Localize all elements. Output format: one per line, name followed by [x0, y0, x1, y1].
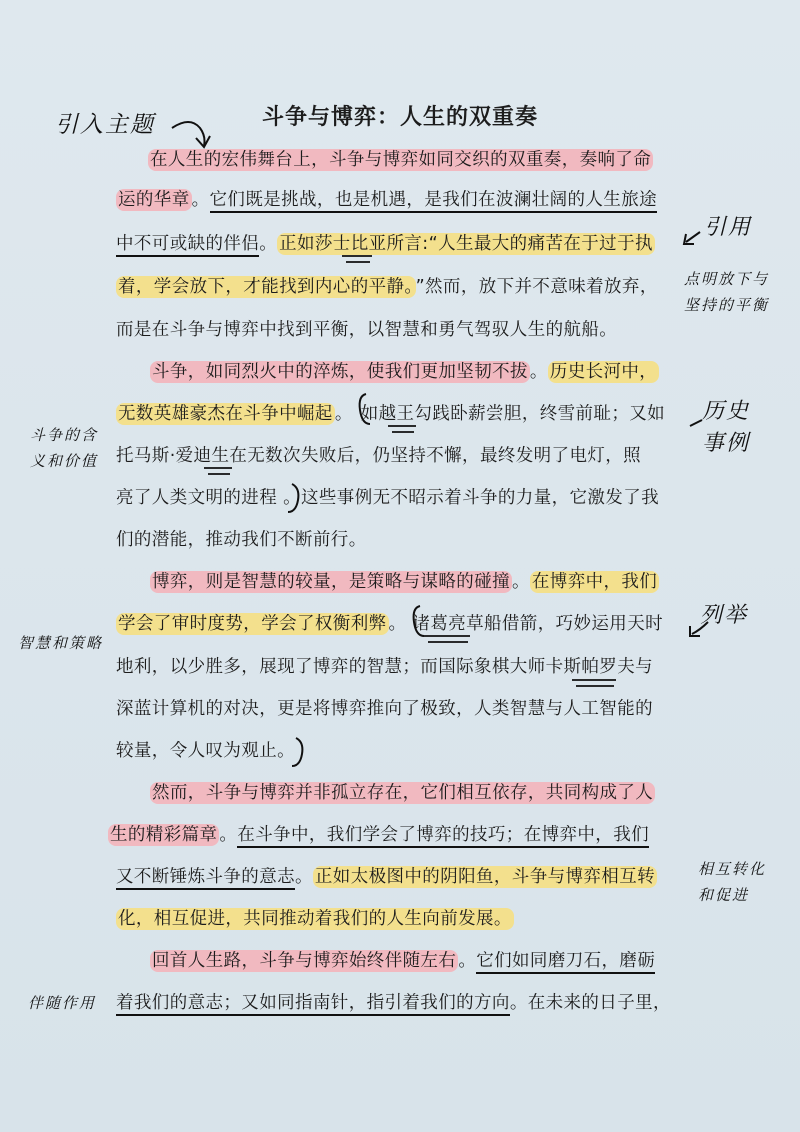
text-line-6 — [150, 360, 659, 384]
highlight-topic: 生的精彩篇章 — [110, 825, 218, 845]
highlight-example: 在博弈中，我们 — [531, 572, 658, 592]
highlight-example: 学会了审时度势，学会了权衡利弊 — [118, 614, 387, 634]
text-line-19 — [116, 907, 514, 931]
text-line-13 — [116, 655, 653, 679]
text-line-5 — [116, 318, 617, 342]
text-span: 。 — [388, 614, 407, 634]
text-span: 。这些事例无不昭示着斗争的力量，它激发了我 — [283, 488, 660, 508]
text-line-1 — [148, 148, 653, 172]
text-span: 。 — [219, 825, 238, 845]
underlined-text: 它们如同磨刀石，磨砺 — [476, 951, 655, 974]
text-line-8 — [116, 444, 641, 468]
annotation-mutual-1: 相互转化 — [698, 860, 767, 878]
text-line-15 — [116, 739, 295, 763]
arrow-icon — [690, 420, 702, 426]
text-span: ”然而，放下并不意味着放弃， — [415, 277, 658, 297]
text-span: 。 — [334, 404, 353, 424]
arrowhead-icon — [196, 136, 210, 147]
highlight-topic: 在人生的宏伟舞台上，斗争与博弈如同交织的双重奏，奏响了命 — [150, 150, 652, 170]
text-span: 。 — [191, 190, 210, 210]
arrowhead-icon — [684, 234, 694, 244]
highlight-example: 无数英雄豪杰在斗争中崛起 — [118, 404, 333, 424]
annotation-quote-point-1: 点明放下与 — [684, 270, 770, 288]
text-span: 。 — [295, 867, 313, 887]
text-line-17 — [108, 823, 649, 847]
annotation-accompany: 伴随作用 — [28, 994, 97, 1012]
text-span: 托马斯·爱迪生在无数次失败后，仍坚持不懈，最终发明了电灯，照 — [116, 446, 642, 466]
highlight-topic: 运的华章 — [118, 190, 190, 210]
text-span: 。 — [512, 572, 530, 592]
annotation-history-2: 事例 — [702, 431, 751, 456]
double-underline-icon — [342, 256, 372, 262]
text-line-9 — [116, 486, 659, 510]
text-span: 。 — [529, 362, 548, 382]
text-line-7 — [116, 402, 665, 426]
underlined-text: 它们既是挑战，也是机遇，是我们在波澜壮阔的人生旅途 — [210, 190, 658, 213]
highlight-topic: 博弈，则是智慧的较量，是策略与谋略的碰撞 — [152, 572, 510, 592]
text-span: 而是在斗争与博弈中找到平衡，以智慧和勇气驾驭人生的航船。 — [116, 320, 618, 340]
annotation-intro: 引入主题 — [55, 112, 155, 138]
text-line-2 — [116, 188, 657, 212]
double-underline-icon — [388, 426, 416, 432]
text-span: 地利，以少胜多，展现了博弈的智慧；而国际象棋大师卡斯帕罗夫与 — [116, 657, 653, 677]
annotation-quote: 引用 — [704, 215, 753, 240]
annotation-struggle-meaning-1: 斗争的含 — [30, 426, 99, 444]
highlight-example: 化，相互促进，共同推动着我们的人生向前发展。 — [118, 909, 512, 929]
double-underline-icon — [572, 680, 616, 686]
highlight-example: 历史长河中， — [549, 362, 658, 382]
underlined-text: 中不可或缺的伴侣 — [116, 234, 259, 257]
text-span: 亮了人类文明的进程 — [116, 488, 278, 508]
text-line-18 — [116, 865, 657, 889]
highlight-topic: 回首人生路，斗争与博弈始终伴随左右 — [152, 951, 457, 971]
double-underline-icon — [204, 468, 232, 474]
text-span: 深蓝计算机的对决，更是将博弈推向了极致，人类智慧与人工智能的 — [116, 699, 653, 719]
text-line-11 — [150, 570, 659, 594]
annotation-quote-point-2: 坚持的平衡 — [684, 296, 770, 314]
text-line-3 — [116, 232, 655, 256]
text-line-16 — [150, 781, 655, 805]
annotation-wisdom: 智慧和策略 — [18, 634, 104, 652]
arrow-icon — [172, 122, 205, 146]
text-line-20 — [150, 949, 655, 973]
highlight-quote: 着，学会放下，才能找到内心的平静。 — [118, 277, 414, 297]
annotation-mutual-2: 和促进 — [698, 886, 750, 904]
text-span: 诸葛亮草船借箭，巧妙运用天时 — [412, 614, 664, 634]
page-title: 斗争与博弈：人生的双重奏 — [262, 105, 539, 130]
annotation-struggle-meaning-2: 义和价值 — [30, 452, 99, 470]
text-line-10 — [116, 528, 367, 552]
double-underline-icon — [424, 636, 470, 642]
arrow-icon — [686, 232, 700, 242]
text-span: 较量，令人叹为观止。 — [116, 741, 295, 761]
arrowhead-icon — [690, 626, 700, 636]
underlined-text: 在斗争中，我们学会了博弈的技巧；在博弈中，我们 — [237, 825, 649, 848]
annotation-enumerate: 列举 — [700, 603, 749, 628]
text-span: 。 — [259, 234, 278, 254]
highlight-example: 正如太极图中的阴阳鱼，斗争与博弈相互转 — [314, 867, 656, 887]
underlined-text: 着我们的意志；又如同指南针，指引着我们的方向 — [116, 993, 510, 1016]
text-line-14 — [116, 697, 653, 721]
text-span: 如越王勾践卧薪尝胆，终雪前耻；又如 — [360, 404, 666, 424]
text-line-21 — [116, 991, 671, 1015]
annotation-history: 历史 — [702, 399, 751, 424]
underlined-text: 又不断锤炼斗争的意志 — [116, 867, 295, 890]
highlight-quote: 正如莎士比亚所言:“人生最大的痛苦在于过于执 — [279, 234, 653, 254]
text-span: 。在未来的日子里， — [509, 993, 671, 1013]
highlight-topic: 斗争，如同烈火中的淬炼，使我们更加坚韧不拔 — [152, 362, 528, 382]
text-line-12 — [116, 612, 663, 636]
text-span: 们的潜能，推动我们不断前行。 — [116, 530, 367, 550]
text-line-4 — [116, 275, 658, 299]
highlight-topic: 然而，斗争与博弈并非孤立存在，它们相互依存，共同构成了人 — [152, 783, 654, 803]
text-span: 。 — [458, 951, 477, 971]
